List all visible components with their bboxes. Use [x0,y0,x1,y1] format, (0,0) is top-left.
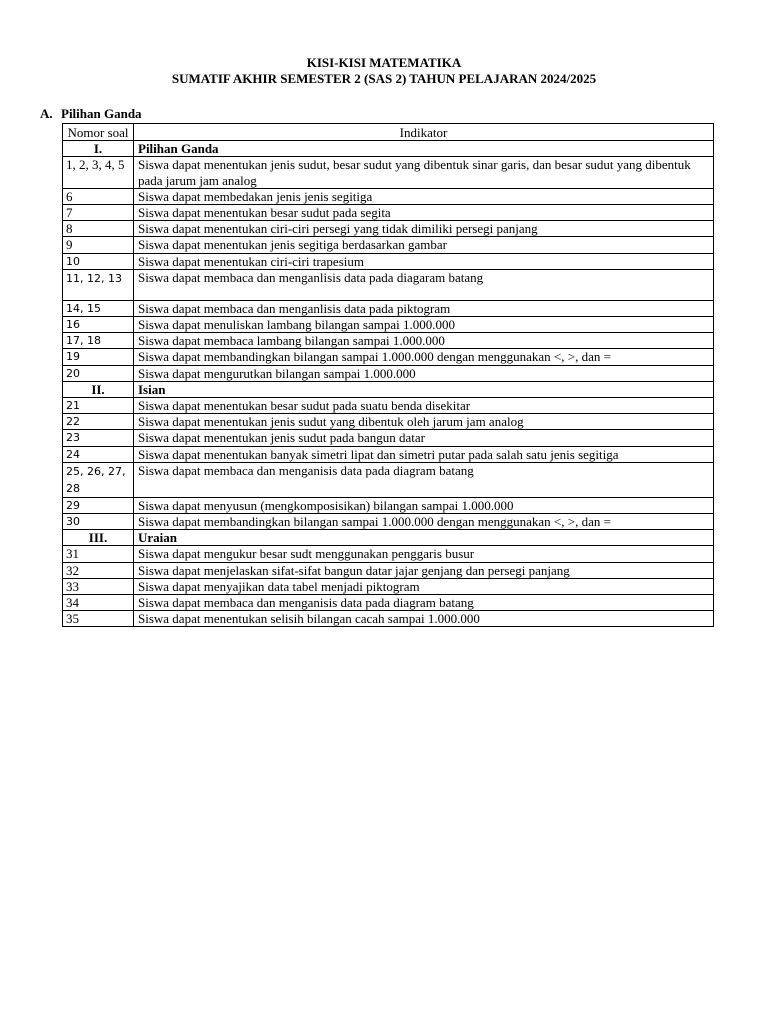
indicator-text: Siswa dapat membaca dan menganisis data pada diagram batang [134,462,714,497]
question-number: 14, 15 [63,300,134,316]
question-number: 7 [63,205,134,221]
indicator-text: Siswa dapat menuliskan lambang bilangan sampai 1.000.000 [134,317,714,333]
question-number: 35 [63,611,134,627]
section-title: Pilihan Ganda [61,106,142,121]
question-number: 20 [63,365,134,381]
section-heading [40,106,142,122]
indicator-text: Siswa dapat menentukan jenis sudut pada bangun datar [134,430,714,446]
question-number: 25, 26, 27, 28 [63,462,134,497]
group-row-uraian [63,530,714,546]
table-row [63,317,714,333]
table-row [63,253,714,269]
question-number: 33 [63,578,134,594]
group-row-pilihan-ganda [63,141,714,157]
table-row [63,269,714,300]
question-number: 30 [63,514,134,530]
question-number: 16 [63,317,134,333]
table-row [63,546,714,562]
table-row [63,300,714,316]
document-subtitle: SUMATIF AKHIR SEMESTER 2 (SAS 2) TAHUN PELAJARAN 2024/2025 [171,71,597,86]
table-header-row [63,124,714,141]
table-row [63,611,714,627]
table-row [63,414,714,430]
group-numeral: III. [63,530,134,546]
question-number: 32 [63,562,134,578]
indicator-text: Siswa dapat menentukan jenis sudut, besar sudut yang dibentuk sinar garis, dan besar sudut yang dibentuk pada jarum jam analog [134,157,714,188]
section-label: A. [40,106,53,121]
indicator-text: Siswa dapat menyajikan data tabel menjadi piktogram [134,578,714,594]
question-number: 29 [63,497,134,513]
table-row [63,157,714,188]
group-numeral: II. [63,381,134,397]
indicator-text: Siswa dapat membaca dan menganisis data pada diagram batang [134,595,714,611]
table-row [63,446,714,462]
indicator-text: Siswa dapat menentukan besar sudut pada segita [134,205,714,221]
question-number: 24 [63,446,134,462]
question-number: 31 [63,546,134,562]
indicator-text: Siswa dapat menyusun (mengkomposisikan) bilangan sampai 1.000.000 [134,497,714,513]
indicator-text: Siswa dapat menjelaskan sifat-sifat bangun datar jajar genjang dan persegi panjang [134,562,714,578]
question-number: 21 [63,398,134,414]
question-number: 23 [63,430,134,446]
table-row [63,562,714,578]
indicator-text: Siswa dapat menentukan ciri-ciri persegi yang tidak dimiliki persegi panjang [134,221,714,237]
question-number: 22 [63,414,134,430]
table-row [63,462,714,497]
indicator-text: Siswa dapat membaca dan menganlisis data pada diagaram batang [134,269,714,300]
group-title: Pilihan Ganda [134,141,714,157]
question-number: 1, 2, 3, 4, 5 [63,157,134,188]
table-row [63,205,714,221]
indicator-text: Siswa dapat mengurutkan bilangan sampai 1.000.000 [134,365,714,381]
question-number: 17, 18 [63,333,134,349]
table-row [63,221,714,237]
table-row [63,578,714,594]
question-number: 8 [63,221,134,237]
indicator-text: Siswa dapat membandingkan bilangan sampai 1.000.000 dengan menggunakan <, >, dan = [134,514,714,530]
table-row [63,514,714,530]
question-number: 6 [63,188,134,204]
indicator-text: Siswa dapat membaca lambang bilangan sampai 1.000.000 [134,333,714,349]
table-row [63,237,714,253]
table-row [63,365,714,381]
group-title: Uraian [134,530,714,546]
question-number: 10 [63,253,134,269]
table-row [63,349,714,365]
table-row [63,497,714,513]
indicator-text: Siswa dapat menentukan ciri-ciri trapesium [134,253,714,269]
kisi-kisi-table [62,123,714,627]
question-number: 11, 12, 13 [63,269,134,300]
question-number: 34 [63,595,134,611]
indicator-text: Siswa dapat menentukan banyak simetri lipat dan simetri putar pada salah satu jenis segitiga [134,446,714,462]
question-number: 19 [63,349,134,365]
document-title: KISI-KISI MATEMATIKA [306,55,462,70]
group-title: Isian [134,381,714,397]
indicator-text: Siswa dapat menentukan selisih bilangan cacah sampai 1.000.000 [134,611,714,627]
question-number: 9 [63,237,134,253]
table-row [63,398,714,414]
indicator-text: Siswa dapat menentukan besar sudut pada suatu benda disekitar [134,398,714,414]
indicator-text: Siswa dapat menentukan jenis segitiga berdasarkan gambar [134,237,714,253]
group-numeral: I. [63,141,134,157]
header-indikator: Indikator [134,124,714,141]
table-row [63,188,714,204]
indicator-text: Siswa dapat menentukan jenis sudut yang dibentuk oleh jarum jam analog [134,414,714,430]
group-row-isian [63,381,714,397]
indicator-text: Siswa dapat mengukur besar sudt menggunakan penggaris busur [134,546,714,562]
indicator-text: Siswa dapat membandingkan bilangan sampai 1.000.000 dengan menggunakan <, >, dan = [134,349,714,365]
table-row [63,595,714,611]
table-row [63,333,714,349]
table-row [63,430,714,446]
indicator-text: Siswa dapat membedakan jenis jenis segitiga [134,188,714,204]
header-nomor-soal: Nomor soal [63,124,134,141]
indicator-text: Siswa dapat membaca dan menganlisis data pada piktogram [134,300,714,316]
